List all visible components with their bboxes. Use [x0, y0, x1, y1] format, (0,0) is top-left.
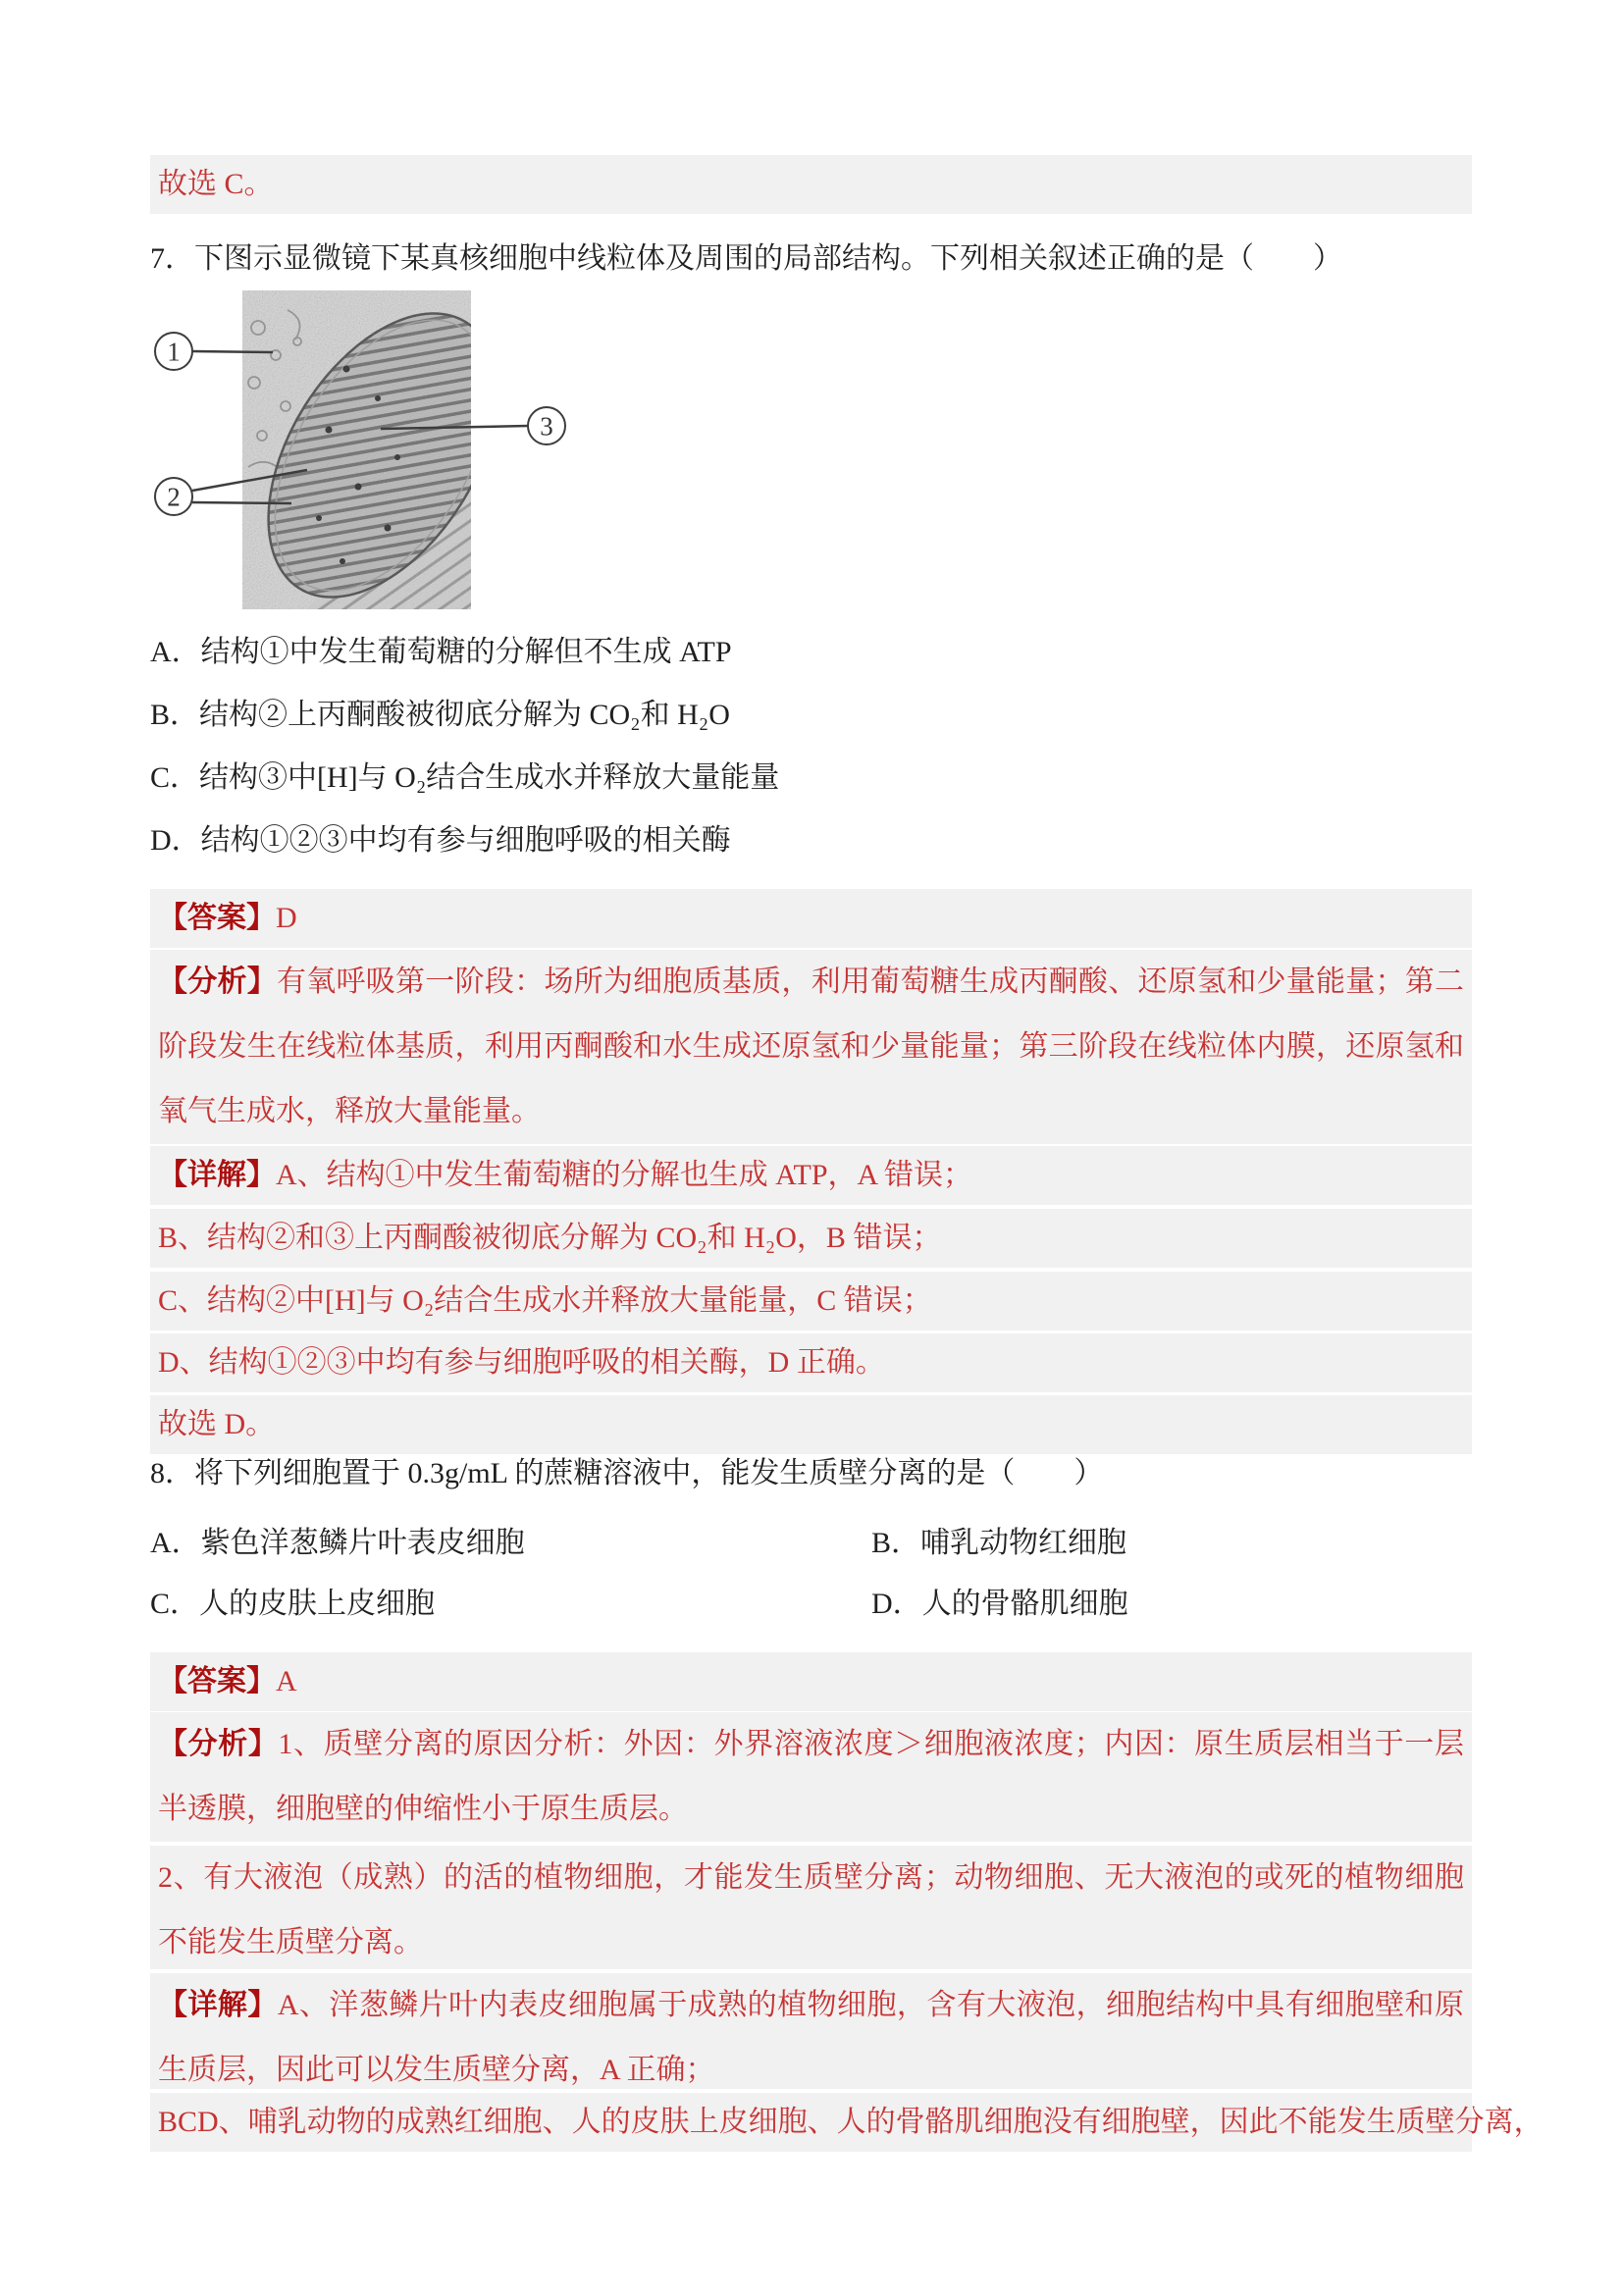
q8-options-row1 — [150, 1524, 1472, 1563]
q7-detail-label: 【详解】 — [158, 1159, 276, 1191]
q8-answer-text: A — [276, 1665, 297, 1697]
figure-label-2: 2 — [167, 482, 181, 512]
q8-analysis-1-text: 1、质壁分离的原因分析：外因：外界溶液浓度＞细胞液浓度；内因：原生质层相当于一层半透膜，细胞壁的伸缩性小于原生质层。 — [158, 1728, 1465, 1825]
q7-detail-b — [150, 1209, 1472, 1268]
prev-answer-conclusion — [150, 155, 1472, 214]
q8-analysis-block-1 — [150, 1712, 1472, 1842]
q7-detail-c-text: C、结构②中[H]与 O₂结合生成水并释放大量能量，C 错误； — [158, 1284, 932, 1317]
q7-analysis-text: 有氧呼吸第一阶段：场所为细胞质基质，利用葡萄糖生成丙酮酸、还原氢和少量能量；第二阶段发生在线粒体基质，利用丙酮酸和水生成还原氢和少量能量；第三阶段在线粒体内膜，还原氢和氧气生成水，释放大量能量。 — [158, 965, 1465, 1127]
q8-analysis-block-2 — [150, 1846, 1472, 1969]
q7-conclusion-block — [150, 1395, 1472, 1454]
q7-detail-a — [150, 1146, 1472, 1205]
q7-figure — [150, 290, 1472, 616]
q8-answer-label: 【答案】 — [158, 1665, 276, 1697]
q7-detail-d-text: D、结构①②③中均有参与细胞呼吸的相关酶，D 正确。 — [158, 1346, 885, 1379]
q7-answer-text: D — [276, 902, 297, 934]
q7-detail-a-text: A、结构①中发生葡萄糖的分解也生成 ATP，A 错误； — [276, 1159, 973, 1191]
figure-label-3: 3 — [540, 411, 553, 442]
q7-title: 7．下图示显微镜下某真核细胞中线粒体及周围的局部结构。下列相关叙述正确的是（ ） — [150, 242, 1342, 275]
label-1-leader-line — [192, 351, 273, 352]
q8-option-d: D．人的骨骼肌细胞 — [871, 1588, 1128, 1620]
q7-option-b: B．结构②上丙酮酸被彻底分解为 CO₂和 H₂O — [150, 699, 730, 731]
q7-detail-d — [150, 1333, 1472, 1392]
q8-option-c: C．人的皮肤上皮细胞 — [150, 1588, 436, 1620]
q7-answer-label: 【答案】 — [158, 902, 276, 934]
q8-analysis-2-text: 2、有大液泡（成熟）的活的植物细胞，才能发生质壁分离；动物细胞、无大液泡的或死的植物细胞不能发生质壁分离。 — [158, 1861, 1464, 1958]
q8-title: 8．将下列细胞置于 0.3g/mL 的蔗糖溶液中，能发生质壁分离的是（ ） — [150, 1457, 1104, 1489]
q7-detail-c — [150, 1272, 1472, 1331]
q8-detail-label: 【详解】 — [158, 1989, 278, 2021]
q8-detail-bcd — [150, 2093, 1544, 2152]
q7-option-a: A．结构①中发生葡萄糖的分解但不生成 ATP — [150, 636, 732, 668]
q7-analysis-block — [150, 950, 1472, 1144]
q8-option-a: A．紫色洋葱鳞片叶表皮细胞 — [150, 1527, 525, 1559]
q7-detail-b-text: B、结构②和③上丙酮酸被彻底分解为 CO₂和 H₂O，B 错误； — [158, 1222, 942, 1254]
mitochondrion-micrograph-figure — [150, 290, 592, 616]
q8-detail-a-text: A、洋葱鳞片叶内表皮细胞属于成熟的植物细胞，含有大液泡，细胞结构中具有细胞壁和原生质层，因此可以发生质壁分离，A 正确； — [158, 1989, 1465, 2086]
label-2-leader-line-lower — [192, 502, 291, 503]
q8-options-row2 — [150, 1585, 1472, 1624]
q8-detail-bcd-text: BCD、哺乳动物的成熟红细胞、人的皮肤上皮细胞、人的骨骼肌细胞没有细胞壁，因此不能发生质壁分离， — [158, 2106, 1544, 2138]
prev-conclusion-text: 故选 C。 — [158, 168, 274, 200]
q7-option-c: C．结构③中[H]与 O₂结合生成水并释放大量能量 — [150, 761, 780, 794]
q7-analysis-label: 【分析】 — [158, 965, 278, 998]
q8-analysis-label: 【分析】 — [158, 1728, 279, 1760]
electron-micrograph-image — [221, 290, 544, 616]
q8-detail-a — [150, 1973, 1472, 2089]
figure-label-1: 1 — [167, 337, 181, 367]
q7-conclusion-text: 故选 D。 — [158, 1408, 276, 1440]
q7-option-d: D．结构①②③中均有参与细胞呼吸的相关酶 — [150, 824, 731, 857]
q8-answer-block — [150, 1652, 1472, 1711]
q7-answer-block — [150, 889, 1472, 948]
q8-option-b: B．哺乳动物红细胞 — [871, 1527, 1127, 1559]
